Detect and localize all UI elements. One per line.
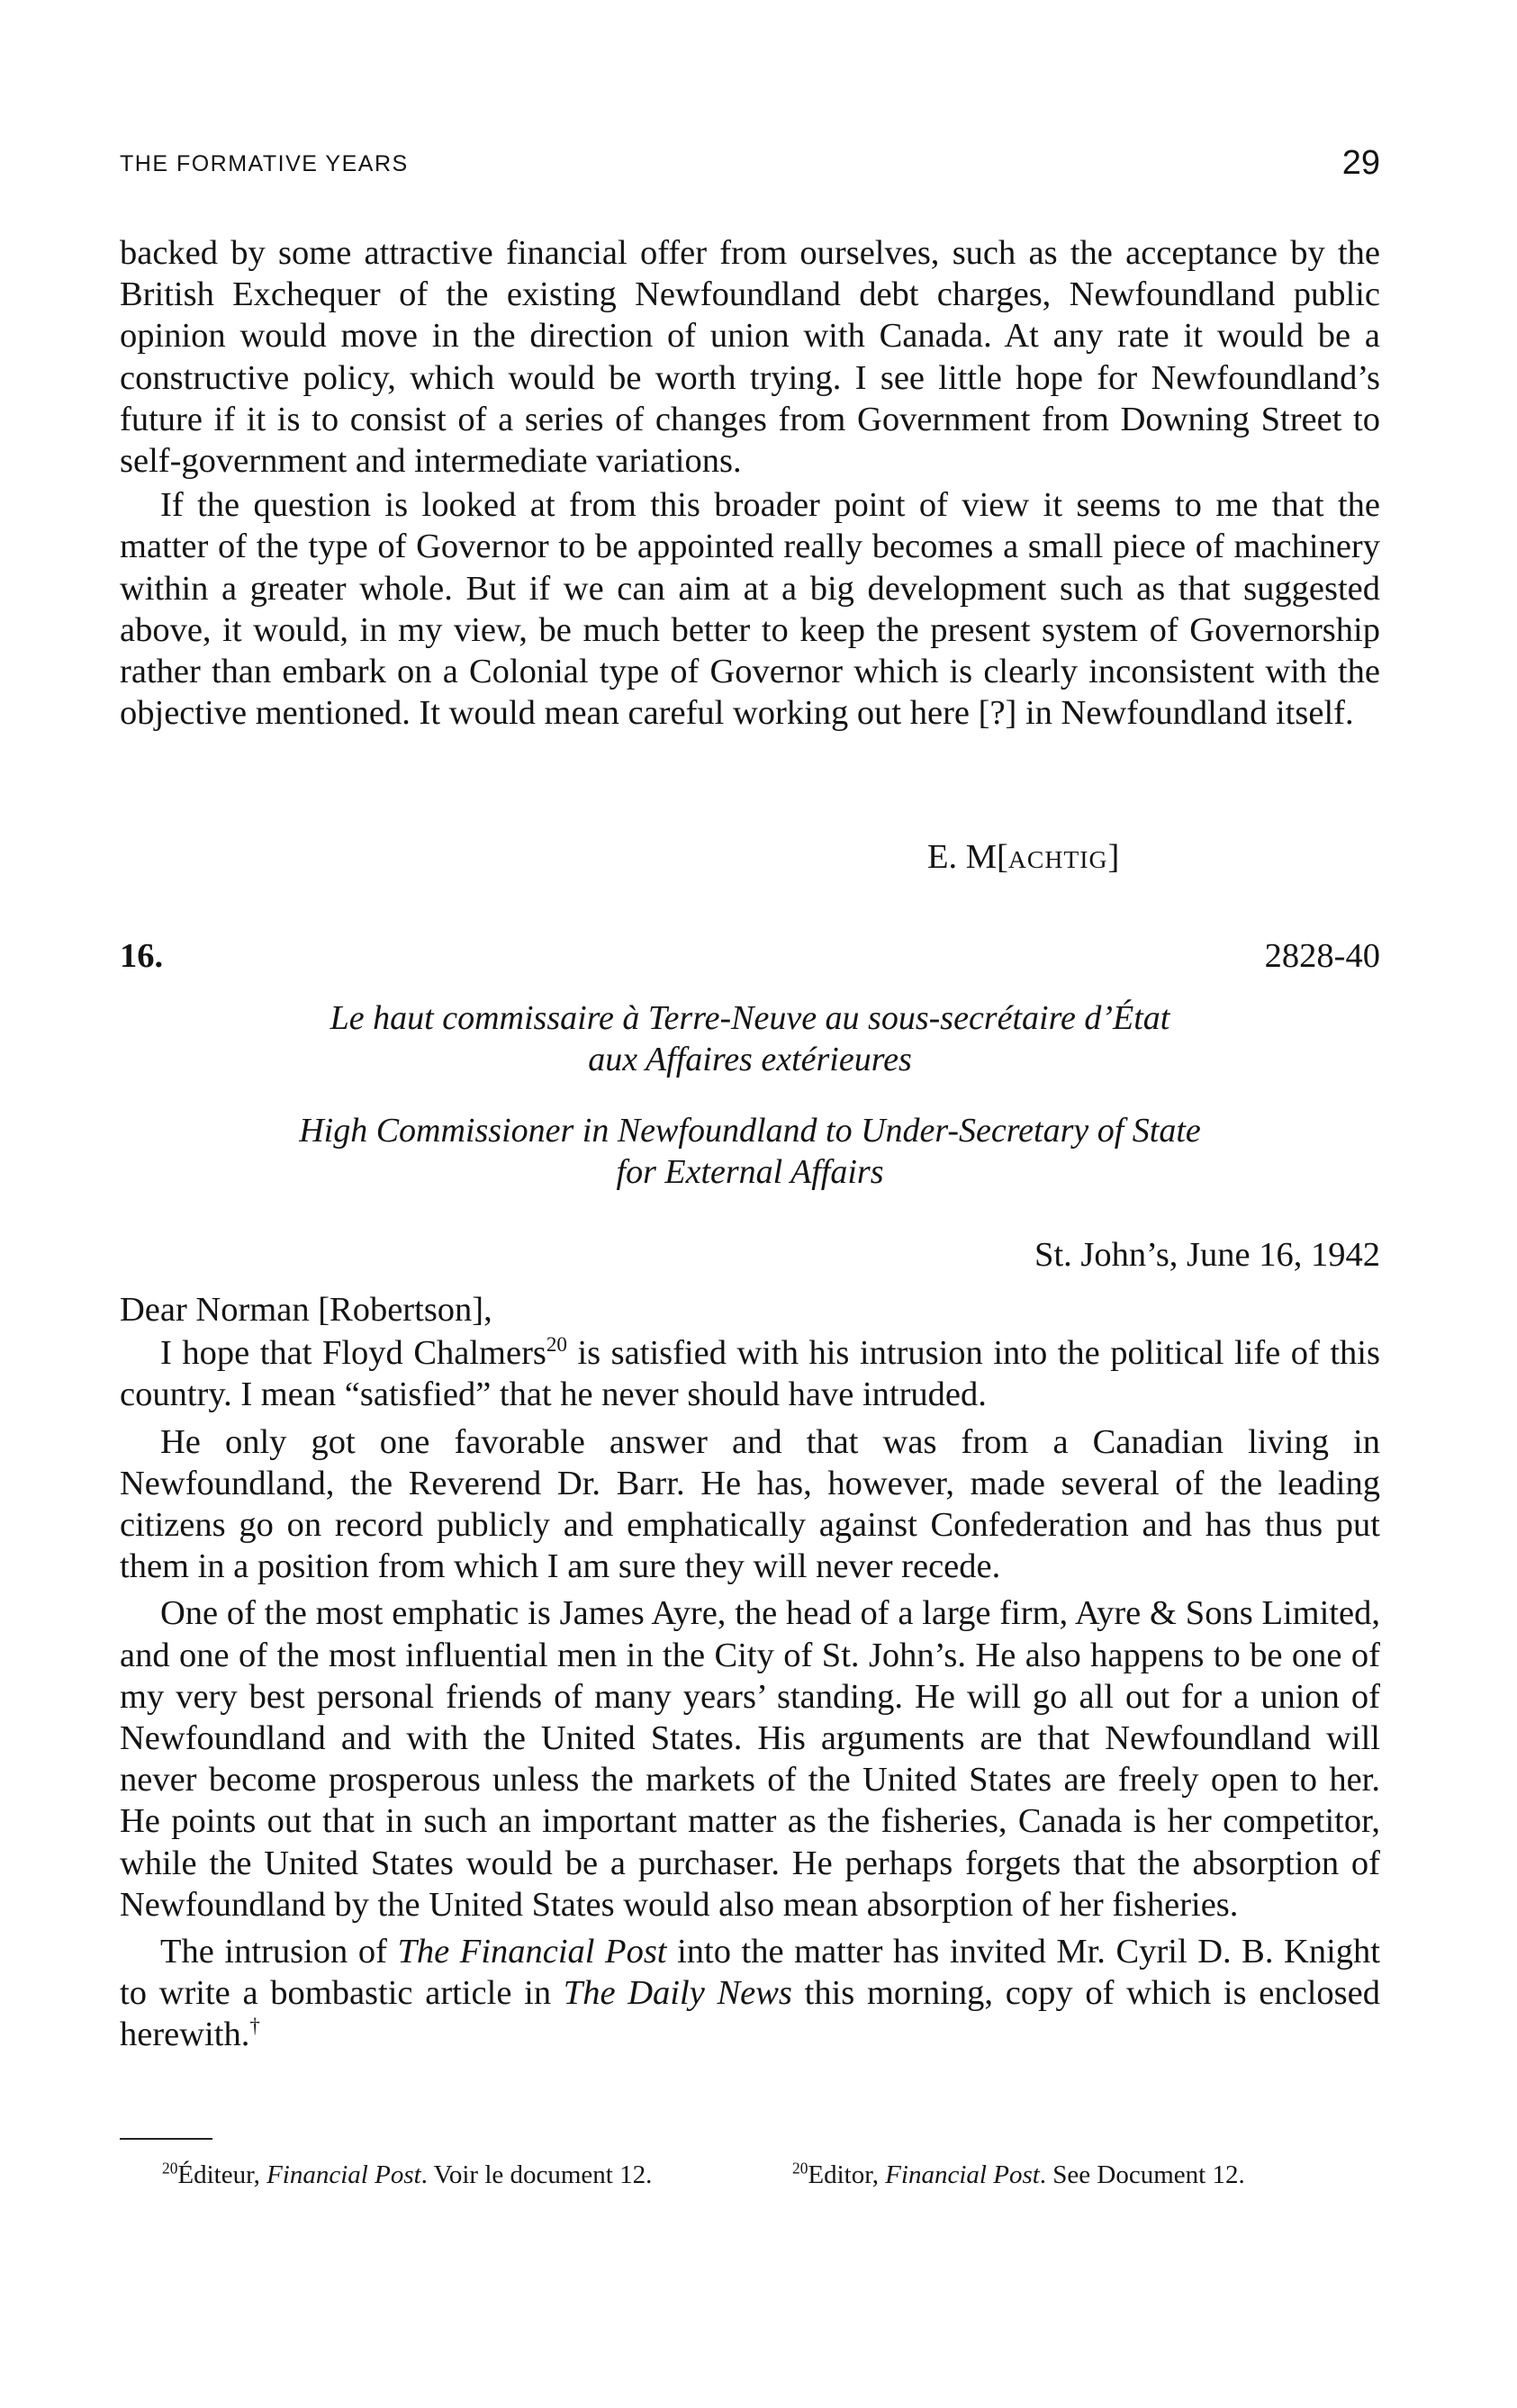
title-english-line-2: for External Affairs <box>616 1153 884 1191</box>
signature-name: ACHTIG <box>1007 845 1108 873</box>
paragraph: The intrusion of The Financial Post into the matter has invited Mr. Cyril D. B. Knight to write a bombastic article in The Daily News this morning, copy of which is enclosed herewith.† <box>120 1933 1380 2054</box>
publication-title: The Financial Post <box>397 1933 667 1971</box>
footnotes <box>162 2160 1368 2196</box>
salutation: Dear Norman [Robertson], <box>120 1291 492 1329</box>
title-french-line-2: aux Affaires extérieures <box>588 1041 912 1078</box>
paragraph: He only got one favorable answer and that was from a Canadian living in Newfoundland, the Reverend Dr. Barr. He has, however, made several of the leading citizens go on record publicly and emphatically against Confederation and has thus put them in a position from which I am sure they will never recede. <box>120 1422 1380 1586</box>
signature-bracket: ] <box>1107 838 1120 876</box>
title-french-line-1: Le haut commissaire à Terre-Neuve au sous-secrétaire d’État <box>330 999 1170 1037</box>
letter-body <box>120 1289 1380 2056</box>
running-header <box>120 144 1380 189</box>
paragraph: One of the most emphatic is James Ayre, the head of a large firm, Ayre & Sons Limited, and one of the most influential men in the City of St. John’s. He also happens to be one of my very best personal friends of many years’ standing. He will go all out for a union of Newfoundland and with the United States. His arguments are that Newfoundland will never become prosperous unless the markets of the United States are freely open to her. He points out that in such an important matter as the fisheries, Canada is her competitor, while the United States would be a purchaser. He perhaps forgets that the absorption of Newfoundland by the United States would also mean absorption of her fisheries. <box>120 1594 1380 1924</box>
date-line: St. John’s, June 16, 1942 <box>1034 1236 1380 1274</box>
paragraph: I hope that Floyd Chalmers$^{20}$ is satisfied with his intrusion into the political life of this country. I mean “satisfied” that he never should have intruded. <box>120 1332 1380 1414</box>
footnote-french: $^{20}$Éditeur, Financial Post. Voir le document 12. <box>162 2159 653 2189</box>
document-number: 16. <box>120 937 164 975</box>
document-headings <box>120 997 1380 1193</box>
running-title: THE FORMATIVE YEARS <box>120 151 409 176</box>
footnote-rule <box>120 2138 212 2140</box>
file-number: 2828-40 <box>1264 937 1380 975</box>
signature <box>927 837 1215 877</box>
publication-title: The Daily News <box>563 1974 792 2013</box>
footnote-ref: 20 <box>546 1332 567 1357</box>
dagger-mark: † <box>249 2014 260 2038</box>
paragraph: backed by some attractive financial offer from ourselves, such as the acceptance by the British Exchequer of the existing Newfoundland debt charges, Newfoundland public opinion would move in the direction of union with Canada. At any rate it would be a constructive policy, which would be worth trying. I see little hope for Newfoundland’s future if it is to consist of a series of changes from Government from Downing Street to self-government and intermediate variations. <box>120 234 1380 481</box>
title-english-line-1: High Commissioner in Newfoundland to Under-Secretary of State <box>299 1112 1201 1150</box>
signature-initial: E. M[ <box>927 838 1008 876</box>
paragraph: If the question is looked at from this broader point of view it seems to me that the matter of the type of Governor to be appointed really becomes a small piece of machinery within a greater whole. But if we can aim at a big development such as that suggested above, it would, in my view, be much better to keep the present system of Governorship rather than embark on a Colonial type of Governor which is clearly inconsistent with the objective mentioned. It would mean careful working out here [?] in Newfoundland itself. <box>120 486 1380 733</box>
page-number: 29 <box>1341 144 1380 182</box>
footnote-english: $^{20}$Editor, Financial Post. See Document 12. <box>792 2159 1245 2189</box>
previous-document-body <box>120 232 1380 734</box>
